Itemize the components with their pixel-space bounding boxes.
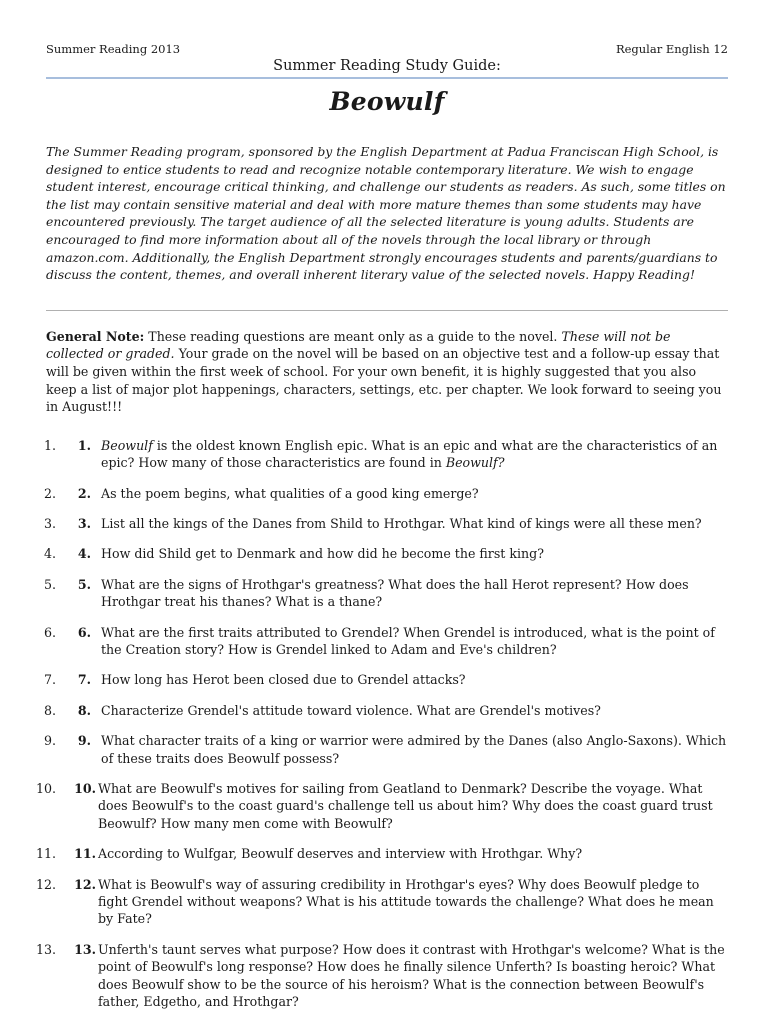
question-number: 8. 8. [77, 702, 91, 718]
question-number: 6. 6. [77, 624, 91, 640]
question-text: How did Shild get to Denmark and how did he become the first king? [101, 546, 544, 562]
general-note-part2: Your grade on the novel will be based on an objective test and a follow-up essay that will be given within the first week of school. For your own benefit, it is highly suggested that you also keep a list of major plot happenings, characters, settings, etc. per chapter. We look forward to seeing you in August!!! [46, 346, 722, 415]
question-item [60, 702, 728, 719]
question-item [60, 876, 728, 928]
question-number: 11. 11. [74, 846, 96, 862]
page-title: Beowulf [329, 87, 445, 116]
general-note-part1: These reading questions are meant only as a guide to the novel. [144, 328, 562, 344]
header-right-label: Regular English 12 [615, 42, 728, 56]
header-subtitle: Summer Reading Study Guide: [273, 58, 501, 74]
question-item [60, 576, 728, 611]
question-number: 10. 10. [74, 781, 96, 796]
question-text: As the poem begins, what qualities of a good king emerge? [101, 485, 479, 501]
general-note-emphasis: These will not be collected or graded. [46, 328, 671, 362]
question-title-italic: Beowulf? [445, 455, 505, 471]
question-text: List all the kings of the Danes from Shild to Hrothgar. What kind of kings were all these men? [101, 515, 702, 531]
question-text [101, 438, 717, 470]
question-item [60, 545, 728, 562]
question-number: 4. 4. [77, 546, 91, 562]
question-item [60, 845, 728, 862]
question-item [60, 941, 728, 1010]
header-divider-rule [46, 77, 728, 79]
question-text: Characterize Grendel's attitude toward violence. What are Grendel's motives? [101, 702, 601, 718]
question-number: 9. 9. [77, 733, 91, 749]
question-item [60, 780, 728, 832]
header-left-label: Summer Reading 2013 [46, 42, 181, 56]
question-text: What is Beowulf's way of assuring credibility in Hrothgar's eyes? Why does Beowulf pledge to fight Grendel without weapons? What is his attitude towards the challenge? What does he mean by Fate? [98, 876, 714, 927]
section-divider-rule [46, 310, 728, 311]
question-number: 5. 5. [77, 576, 91, 592]
question-text: According to Wulfgar, Beowulf deserves and interview with Hrothgar. Why? [98, 846, 583, 862]
question-item [60, 515, 728, 532]
page-header [46, 42, 728, 74]
question-text: What are the signs of Hrothgar's greatness? What does the hall Herot represent? How does Hrothgar treat his thanes? What is a thane? [101, 576, 689, 610]
intro-paragraph: The Summer Reading program, sponsored by the English Department at Padua Franciscan High School, is designed to entice students to read and recognize notable contemporary literature. We wish to engage student interest, encourage critical thinking, and challenge our students as readers. As such, some titles on the list may contain sensitive material and deal with more mature themes than some students may have encountered previously. The target audience of all the selected literature is young adults. Students are encouraged to find more information about all of the novels through the local library or through amazon.com. Additionally, the English Department strongly encourages students and parents/guardians to discuss the content, themes, and overall inherent literary value of the selected novels. Happy Reading! [46, 144, 726, 283]
question-text: What character traits of a king or warrior were admired by the Danes (also Anglo-Saxons). Which of these traits does Beowulf possess? [101, 733, 727, 766]
question-item [60, 732, 728, 767]
question-text: Unferth's taunt serves what purpose? How does it contrast with Hrothgar's welcome? What is the point of Beowulf's long response? How does he finally silence Unferth? Is boasting heroic? What does Beowulf show to be the source of his heroism? What is the connection between Beowulf's father, Edgetho, and Hrothgar? [98, 941, 725, 1010]
question-number: 2. 2. [77, 485, 91, 501]
question-text-run: is the oldest known English epic. What is an epic and what are the characteristics of an epic? How many of those characteristics are found in [101, 437, 718, 471]
question-text: What are Beowulf's motives for sailing from Geatland to Denmark? Describe the voyage. What does Beowulf's to the coast guard's challenge tell us about him? Why does the coast guard trust Beowulf? How many men come with Beowulf? [98, 781, 713, 831]
question-item [60, 671, 728, 688]
question-text: How long has Herot been closed due to Grendel attacks? [101, 672, 466, 688]
question-item [60, 485, 728, 502]
question-number: 7. 7. [77, 672, 91, 688]
question-number: 13. 13. [74, 941, 96, 957]
question-text: What are the first traits attributed to Grendel? When Grendel is introduced, what is the point of the Creation story? How is Grendel linked to Adam and Eve's children? [101, 624, 715, 657]
general-note-label: General Note: [46, 328, 145, 344]
question-number: 1. 1. [77, 437, 91, 453]
general-note-paragraph [46, 328, 728, 416]
question-number: 12. 12. [74, 876, 96, 892]
question-title-italic: Beowulf [101, 437, 153, 453]
question-item [60, 624, 728, 659]
question-number: 3. 3. [77, 515, 91, 531]
questions-list [46, 437, 728, 1010]
question-item [60, 437, 728, 472]
